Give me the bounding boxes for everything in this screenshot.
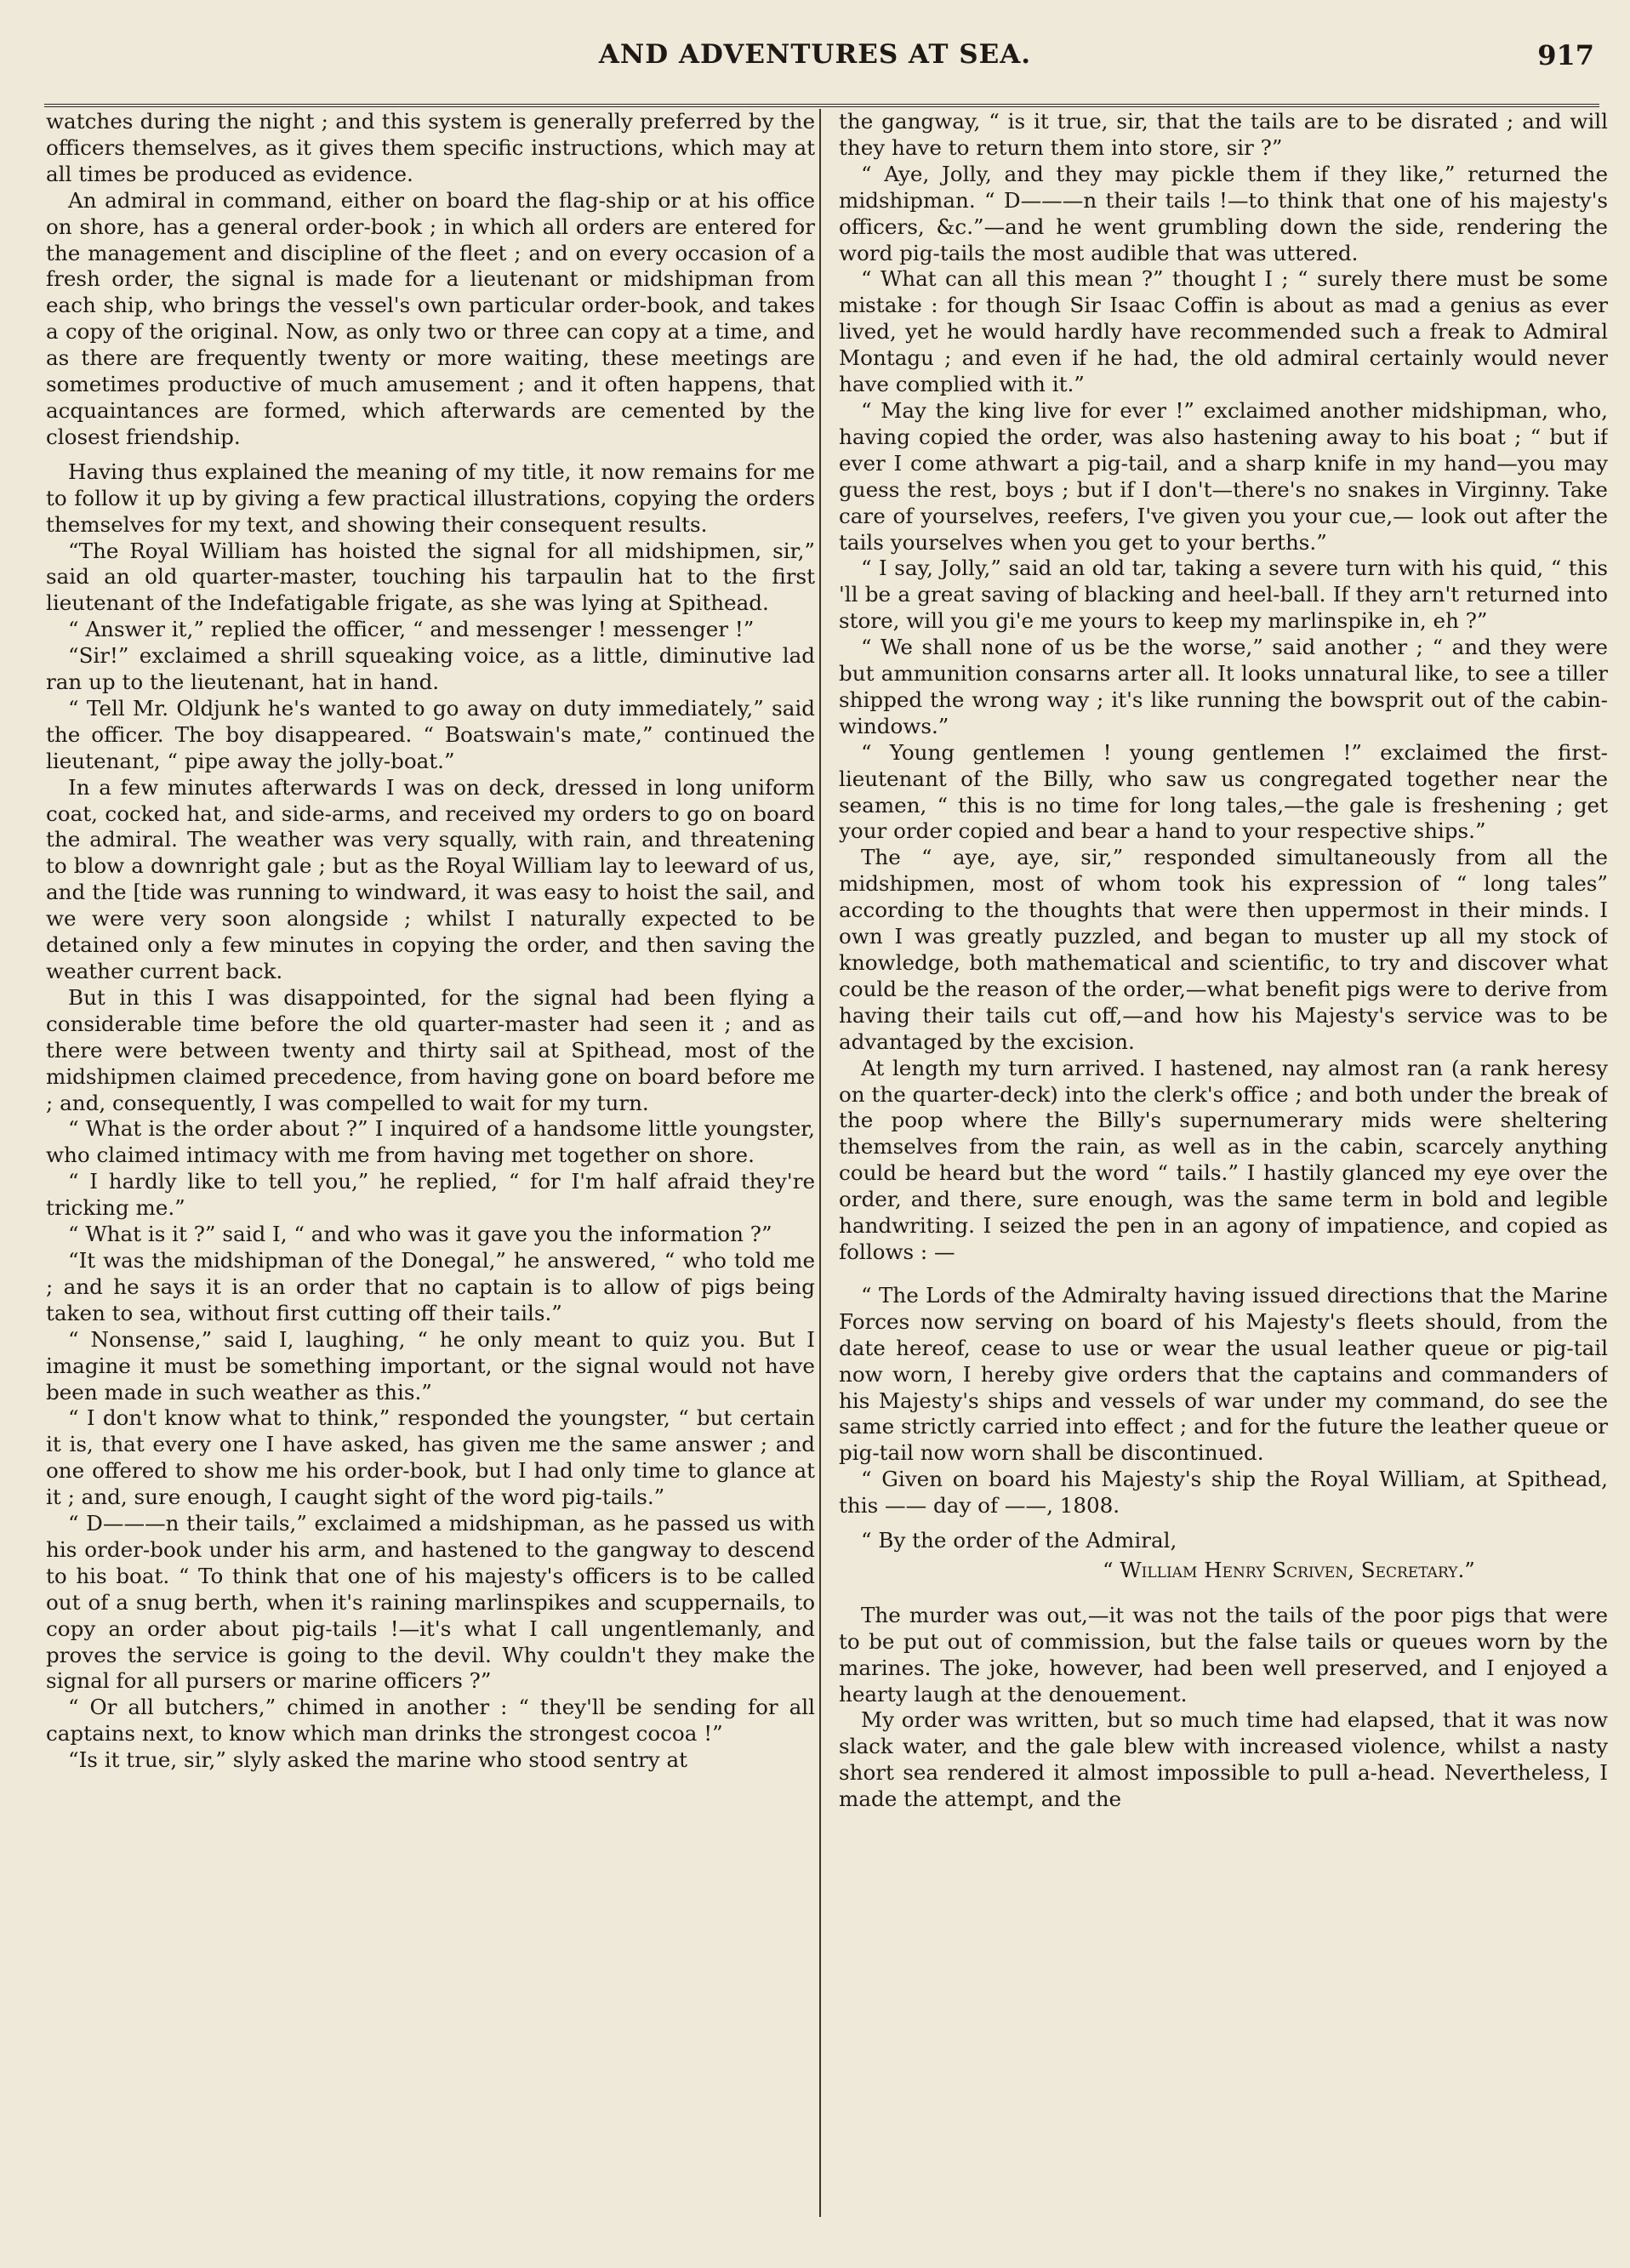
paragraph: “Sir!” exclaimed a shrill squeaking voice, as a little, diminutive lad ran up to the lieutenant, hat in hand. bbox=[46, 643, 815, 695]
paragraph: “The Royal William has hoisted the signal for all midshipmen, sir,” said an old quarter-master, touching his tarpaulin hat to the first lieutenant of the Indefatigable frigate, as she was lying at Spithead. bbox=[46, 538, 815, 616]
paragraph: watches during the night ; and this system is generally preferred by the officers themselves, as it gives them specific instructions, which may at all times be produced as evidence. bbox=[46, 109, 815, 186]
paragraph: An admiral in command, either on board the flag-ship or at his office on shore, has a general order-book ; in which all orders are entered for the management and discipline of the fleet ; and on every occasion of a fresh order, the signal is made for a lieutenant or midshipman from each ship, who brings the vessel's own particular order-book, and takes a copy of the original. Now, as only two or three can copy at a time, and as there are frequently twenty or more waiting, these meetings are sometimes productive of much amusement ; and it often happens, that acquaintances are formed, which afterwards are cemented by the closest friendship. bbox=[46, 187, 815, 449]
order-date-line: “ Given on board his Majesty's ship the Royal William, at Spithead, this —— day of ——, 1808. bbox=[839, 1467, 1608, 1519]
paragraph: “ I hardly like to tell you,” he replied, “ for I'm half afraid they're tricking me.” bbox=[46, 1169, 815, 1221]
order-signature: “ William Henry Scriven, Secretary.” bbox=[1103, 1557, 1475, 1582]
column-divider bbox=[819, 109, 821, 2217]
paragraph: At length my turn arrived. I hastened, nay almost ran (a rank heresy on the quarter-deck) into the clerk's office ; and both under the break of the poop where the Billy's supernumerary mids were sheltering themselves from the rain, as well as in the cabin, scarcely anything could be heard but the word “ tails.” I hastily glanced my eye over the order, and there, sure enough, was the same term in bold and legible handwriting. I seized the pen in an agony of impatience, and copied as follows : — bbox=[839, 1055, 1608, 1264]
paragraph: “It was the midshipman of the Donegal,” he answered, “ who told me ; and he says it is an order that no captain is to allow of pigs being taken to sea, without first cutting off their tails.” bbox=[46, 1247, 815, 1325]
paragraph: “ We shall none of us be the worse,” said another ; “ and they were but ammunition consarns arter all. It looks unnatural like, to see a tiller shipped the wrong way ; it's like running the bowsprit out of the cabin-windows.” bbox=[839, 635, 1608, 738]
paragraph: The murder was out,—it was not the tails of the poor pigs that were to be put out of commission, but the false tails or queues worn by the marines. The joke, however, had been well preserved, and I enjoyed a hearty laugh at the denouement. bbox=[839, 1602, 1608, 1707]
header-rule bbox=[44, 104, 1599, 107]
paragraph: In a few minutes afterwards I was on deck, dressed in long uniform coat, cocked hat, and side-arms, and received my orders to go on board the admiral. The weather was very squally, with rain, and threatening to blow a downright gale ; but as the Royal William lay to leeward of us, and the [tide was running to windward, it was easy to hoist the sail, and we were very soon alongside ; whilst I naturally expected to be detained only a few minutes in copying the order, and then saving the weather current back. bbox=[46, 774, 815, 983]
page-number: 917 bbox=[1537, 39, 1594, 71]
paragraph: the gangway, “ is it true, sir, that the tails are to be disrated ; and will they have to return them into store, sir ?” bbox=[839, 109, 1608, 160]
paragraph: “ May the king live for ever !” exclaimed another midshipman, who, having copied the order, was also hastening away to his boat ; “ but if ever I come athwart a pig-tail, and a sharp knife in my hand—you may guess the rest, boys ; but if I don't—there's no snakes in Virginny. Take care of yourselves, reefers, I've given you your cue,— look out after the tails yourselves when you get to your berths.” bbox=[839, 397, 1608, 555]
paragraph: “ I don't know what to think,” responded the youngster, “ but certain it is, that every one I have asked, has given me the same answer ; and one offered to show me his order-book, but I had only time to glance at it ; and, sure enough, I caught sight of the word pig-tails.” bbox=[46, 1405, 815, 1510]
order-text: “ The Lords of the Admiralty having issued directions that the Marine Forces now serving on board of his Majesty's fleets should, from the date hereof, cease to use or wear the usual leather queue or pig-tail now worn, I hereby give orders that the captains and commanders of his Majesty's ships and vessels of war under my command, do see the same strictly carried into effect ; and for the future the leather queue or pig-tail now worn shall be discontinued. bbox=[839, 1282, 1608, 1466]
left-column bbox=[46, 109, 815, 2236]
paragraph: “ Tell Mr. Oldjunk he's wanted to go away on duty immediately,” said the officer. The boy disappeared. “ Boatswain's mate,” continued the lieutenant, “ pipe away the jolly-boat.” bbox=[46, 695, 815, 773]
paragraph: “ I say, Jolly,” said an old tar, taking a severe turn with his quid, “ this 'll be a great saving of blacking and heel-ball. If they arn't returned into store, will you gi'e me yours to keep my marlinspike in, eh ?” bbox=[839, 556, 1608, 634]
paragraph: “ Answer it,” replied the officer, “ and messenger ! messenger !” bbox=[68, 617, 755, 642]
paragraph: “ Young gentlemen ! young gentlemen !” exclaimed the first-lieutenant of the Billy, who saw us congregated together near the seamen, “ this is no time for long tales,—the gale is freshening ; get your order copied and bear a hand to your respective ships.” bbox=[839, 739, 1608, 844]
right-column bbox=[839, 109, 1608, 2236]
paragraph: Having thus explained the meaning of my title, it now remains for me to follow it up by giving a few practical illustrations, copying the orders themselves for my text, and showing their consequent results. bbox=[46, 459, 815, 537]
paragraph: “ Or all butchers,” chimed in another : “ they'll be sending for all captains next, to know which man drinks the strongest cocoa !” bbox=[46, 1695, 815, 1747]
paragraph: The “ aye, aye, sir,” responded simultaneously from all the midshipmen, most of whom took his expression of “ long tales” according to the thoughts that were then uppermost in their minds. I own I was greatly puzzled, and began to muster up all my stock of knowledge, both mathematical and scientific, to try and discover what could be the reason of the order,—what benefit pigs were to derive from having their tails cut off,—and how his Majesty's service was to be advantaged by the excision. bbox=[839, 845, 1608, 1054]
paragraph: My order was written, but so much time had elapsed, that it was now slack water, and the gale blew with increased violence, whilst a nasty short sea rendered it almost impossible to pull a-head. Nevertheless, I made the attempt, and the bbox=[839, 1707, 1608, 1812]
running-title: AND ADVENTURES AT SEA. bbox=[598, 39, 1032, 70]
paragraph: “ Nonsense,” said I, laughing, “ he only meant to quiz you. But I imagine it must be something important, or the signal would not have been made in such weather as this.” bbox=[46, 1326, 815, 1405]
order-attribution: “ By the order of the Admiral, bbox=[861, 1528, 1177, 1553]
paragraph: “ What is it ?” said I, “ and who was it gave you the information ?” bbox=[68, 1222, 772, 1247]
paragraph: “ D———n their tails,” exclaimed a midshipman, as he passed us with his order-book under his arm, and hastened to the gangway to descend to his boat. “ To think that one of his majesty's officers is to be called out of a snug berth, when it's raining marlinspikes and scuppernails, to copy an order about pig-tails !—it's what I call ungentlemanly, and proves the service is going to the devil. Why couldn't they make the signal for all pursers or marine officers ?” bbox=[46, 1511, 815, 1694]
paragraph: “ Aye, Jolly, and they may pickle them if they like,” returned the midshipman. “ D———n their tails !—to think that one of his majesty's officers, &c.”—and he went grumbling down the side, rendering the word pig-tails the most audible that was uttered. bbox=[839, 161, 1608, 265]
page-header bbox=[0, 37, 1630, 80]
paragraph: “Is it true, sir,” slyly asked the marine who stood sentry at bbox=[68, 1747, 687, 1773]
paragraph: “ What can all this mean ?” thought I ; “ surely there must be some mistake : for though Sir Isaac Coffin is about as mad a genius as ever lived, yet he would hardly have recommended such a freak to Admiral Montagu ; and even if he had, the old admiral certainly would never have complied with it.” bbox=[839, 266, 1608, 397]
paragraph: But in this I was disappointed, for the signal had been flying a considerable time before the old quarter-master had seen it ; and as there were between twenty and thirty sail at Spithead, most of the midshipmen claimed precedence, from having gone on board before me ; and, consequently, I was compelled to wait for my turn. bbox=[46, 984, 815, 1115]
paragraph: “ What is the order about ?” I inquired of a handsome little youngster, who claimed intimacy with me from having met together on shore. bbox=[46, 1116, 815, 1168]
